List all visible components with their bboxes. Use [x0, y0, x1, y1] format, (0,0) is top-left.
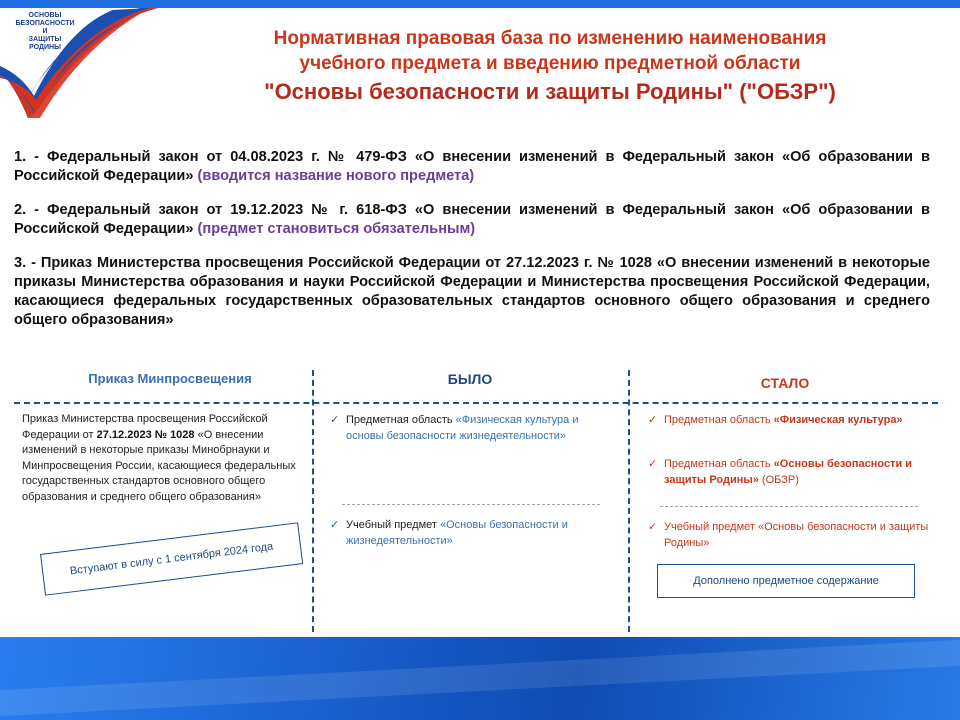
- column-divider: [628, 370, 630, 632]
- order-description: Приказ Министерства просвещения Российской Федерации от 27.12.2023 № 1028 «О внесении изменений в некоторые приказы Минобрнауки и Минпросвещения России, касающиеся федеральных государственных стандартов основного общего образования и среднего общего образования»: [22, 413, 296, 503]
- separator: [660, 506, 918, 507]
- logo-text: ОСНОВЫ БЕЗОПАСНОСТИ И ЗАЩИТЫ РОДИНЫ: [15, 12, 75, 51]
- column-divider: [312, 370, 314, 632]
- obzr-logo: [0, 0, 160, 118]
- order-number: 27.12.2023 № 1028: [96, 428, 195, 441]
- item-note: (предмет становиться обязательным): [197, 221, 476, 237]
- check-icon: ✓: [648, 458, 658, 470]
- became-item: ✓ Предметная область «Физическая культура»: [648, 414, 903, 426]
- check-icon: ✓: [648, 414, 658, 426]
- footer-band: [0, 637, 960, 720]
- column-header-became: СТАЛО: [760, 375, 810, 391]
- list-item: 2. - Федеральный закон от 19.12.2023 № г. 618-ФЗ «О внесении изменений в Федеральный закон «Об образовании в Российской Федерации» (предмет становиться обязательным): [14, 202, 930, 237]
- title-line-1: Нормативная правовая база по изменению наименования: [273, 28, 827, 49]
- was-item: ✓ Предметная область «Физическая культура и основы безопасности жизнедеятельности»: [330, 414, 579, 442]
- list-item: 1. - Федеральный закон от 04.08.2023 г. № 479-ФЗ «О внесении изменений в Федеральный закон «Об образовании в Российской Федерации» (вводится название нового предмета): [14, 149, 930, 184]
- title-line-2: учебного предмета и введению предметной области: [299, 53, 801, 74]
- was-item: ✓ Учебный предмет «Основы безопасности и жизнедеятельности»: [330, 519, 568, 547]
- added-content-box: Дополнено предметное содержание: [657, 564, 915, 598]
- page-title: [160, 26, 940, 107]
- check-icon: ✓: [330, 414, 340, 426]
- item-note: (вводится название нового предмета): [197, 168, 475, 184]
- effective-date-stamp: Вступают в силу с 1 сентября 2024 года: [40, 522, 303, 595]
- legal-acts-list: [14, 148, 930, 345]
- column-header-order: Приказ Минпросвещения: [88, 371, 252, 386]
- title-line-3: "Основы безопасности и защиты Родины" ("ОБЗР"): [264, 79, 836, 104]
- header-divider: [14, 402, 938, 404]
- check-icon: ✓: [648, 521, 658, 533]
- column-header-was: БЫЛО: [447, 371, 493, 387]
- became-item: ✓ Учебный предмет «Основы безопасности и защиты Родины»: [648, 521, 929, 549]
- separator: [342, 504, 600, 505]
- check-icon: ✓: [330, 519, 340, 531]
- became-item: ✓ Предметная область «Основы безопасности и защиты Родины» (ОБЗР): [648, 458, 913, 486]
- list-item: 3. - Приказ Министерства просвещения Российской Федерации от 27.12.2023 г. № 1028 «О внесении изменений в некоторые приказы Министерства образования и науки Российской Федерации и Министерства просвещения Российской Федерации, касающиеся федеральных государственных образовательных стандартов основного общего образования и среднего общего образования»: [14, 255, 930, 328]
